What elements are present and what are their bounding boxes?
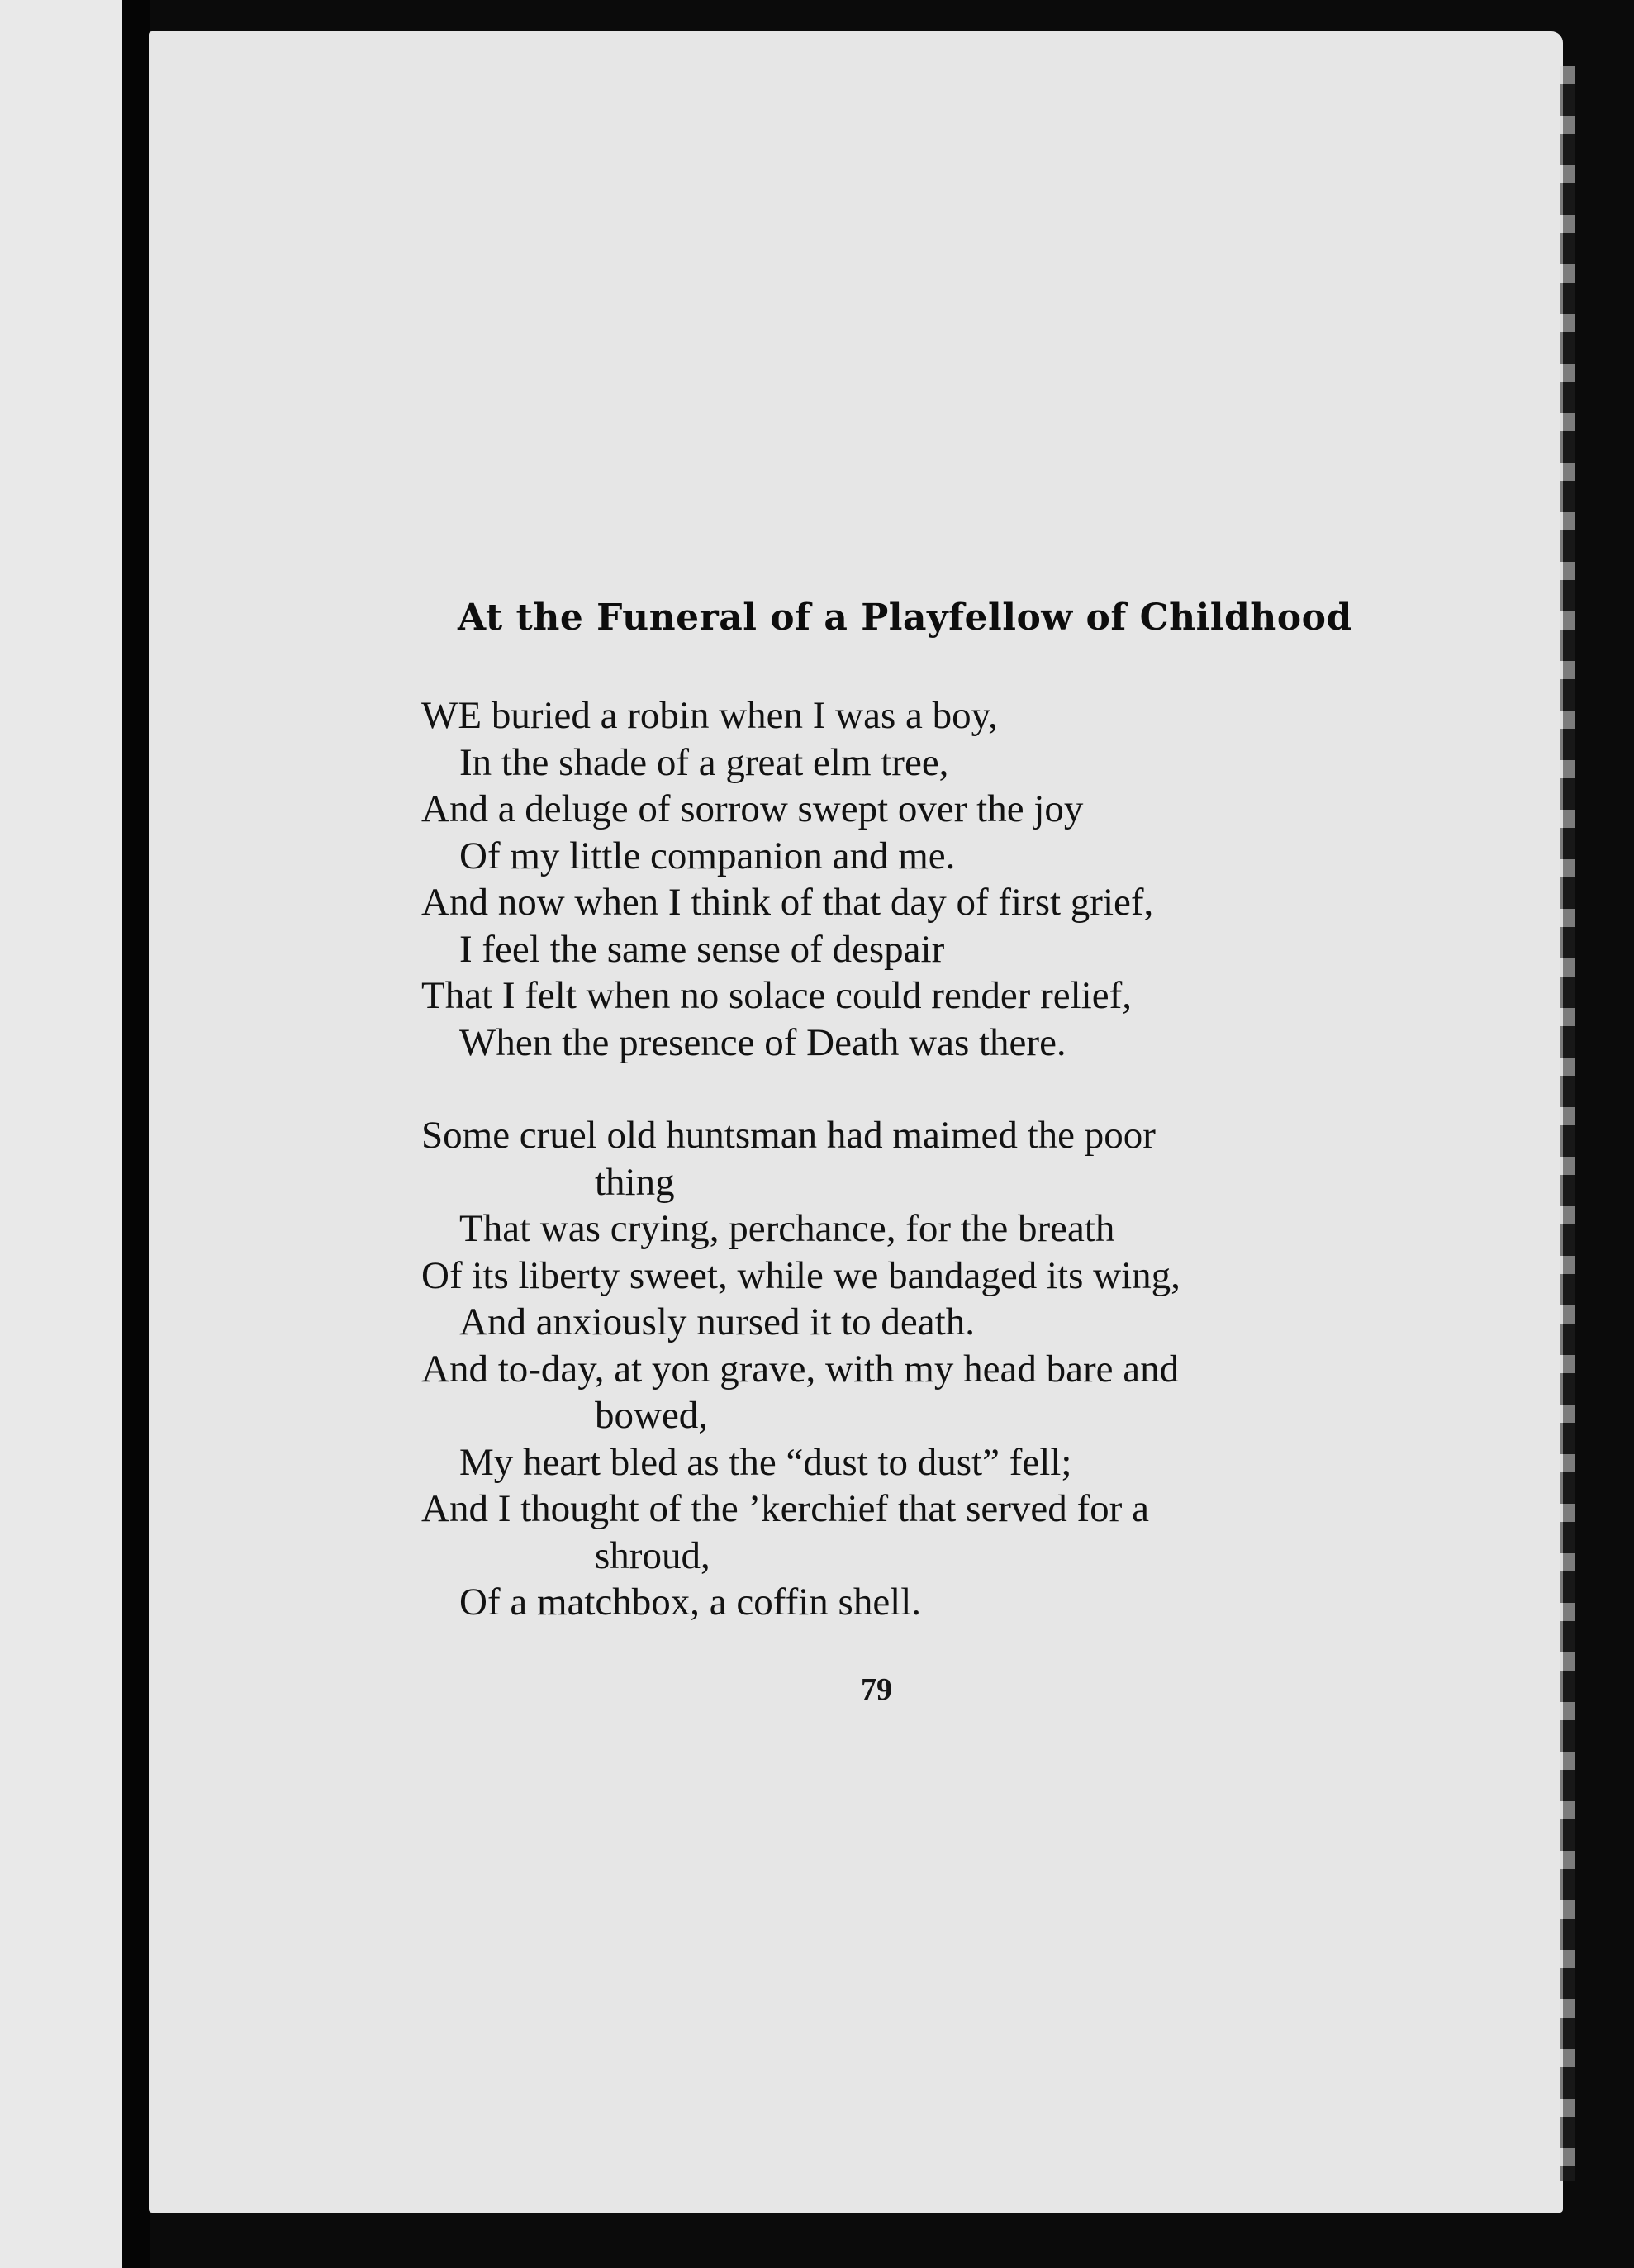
poem-line: And anxiously nursed it to death.: [459, 1300, 975, 1343]
poem-line: Of a matchbox, a coffin shell.: [459, 1581, 922, 1624]
poem-line: Of my little companion and me.: [459, 834, 956, 877]
poem-line: And now when I think of that day of first grief,: [421, 881, 1154, 924]
page-number: 79: [861, 1672, 892, 1707]
stanza-2: [421, 1112, 1413, 1626]
poem-title: At the Funeral of a Playfellow of Childhood: [458, 597, 1352, 639]
poem-line: And I thought of the ’kerchief that served for a: [421, 1487, 1149, 1530]
poem-line: When the presence of Death was there.: [459, 1020, 1066, 1064]
stanza-1: [421, 692, 1413, 1066]
book-page: [149, 31, 1563, 2213]
book-gutter: [122, 0, 150, 2268]
poem-line: And to-day, at yon grave, with my head bare and: [421, 1347, 1180, 1391]
poem-line: In the shade of a great elm tree,: [459, 740, 949, 784]
poem-line: I feel the same sense of despair: [459, 927, 945, 971]
poem-line: That I felt when no solace could render relief,: [421, 974, 1132, 1017]
poem-line: Some cruel old huntsman had maimed the poor: [421, 1114, 1156, 1157]
poem-line-text: buried a robin when I was a boy,: [482, 694, 998, 737]
poem-line-turnover: shroud,: [595, 1533, 710, 1577]
poem: [421, 593, 1413, 1626]
poem-line: My heart bled as the “dust to dust” fell;: [459, 1440, 1072, 1484]
poem-line: Of its liberty sweet, while we bandaged its wing,: [421, 1253, 1180, 1297]
poem-line: And a deluge of sorrow swept over the joy: [421, 787, 1084, 830]
poem-line-turnover: thing: [595, 1160, 675, 1204]
poem-line: [421, 692, 1413, 739]
poem-line-turnover: bowed,: [595, 1394, 709, 1437]
facing-page-edge: [0, 0, 122, 2268]
poem-line: That was crying, perchance, for the breath: [459, 1207, 1115, 1250]
drop-word: WE: [421, 694, 482, 737]
page-fore-edge: [1560, 66, 1575, 2181]
